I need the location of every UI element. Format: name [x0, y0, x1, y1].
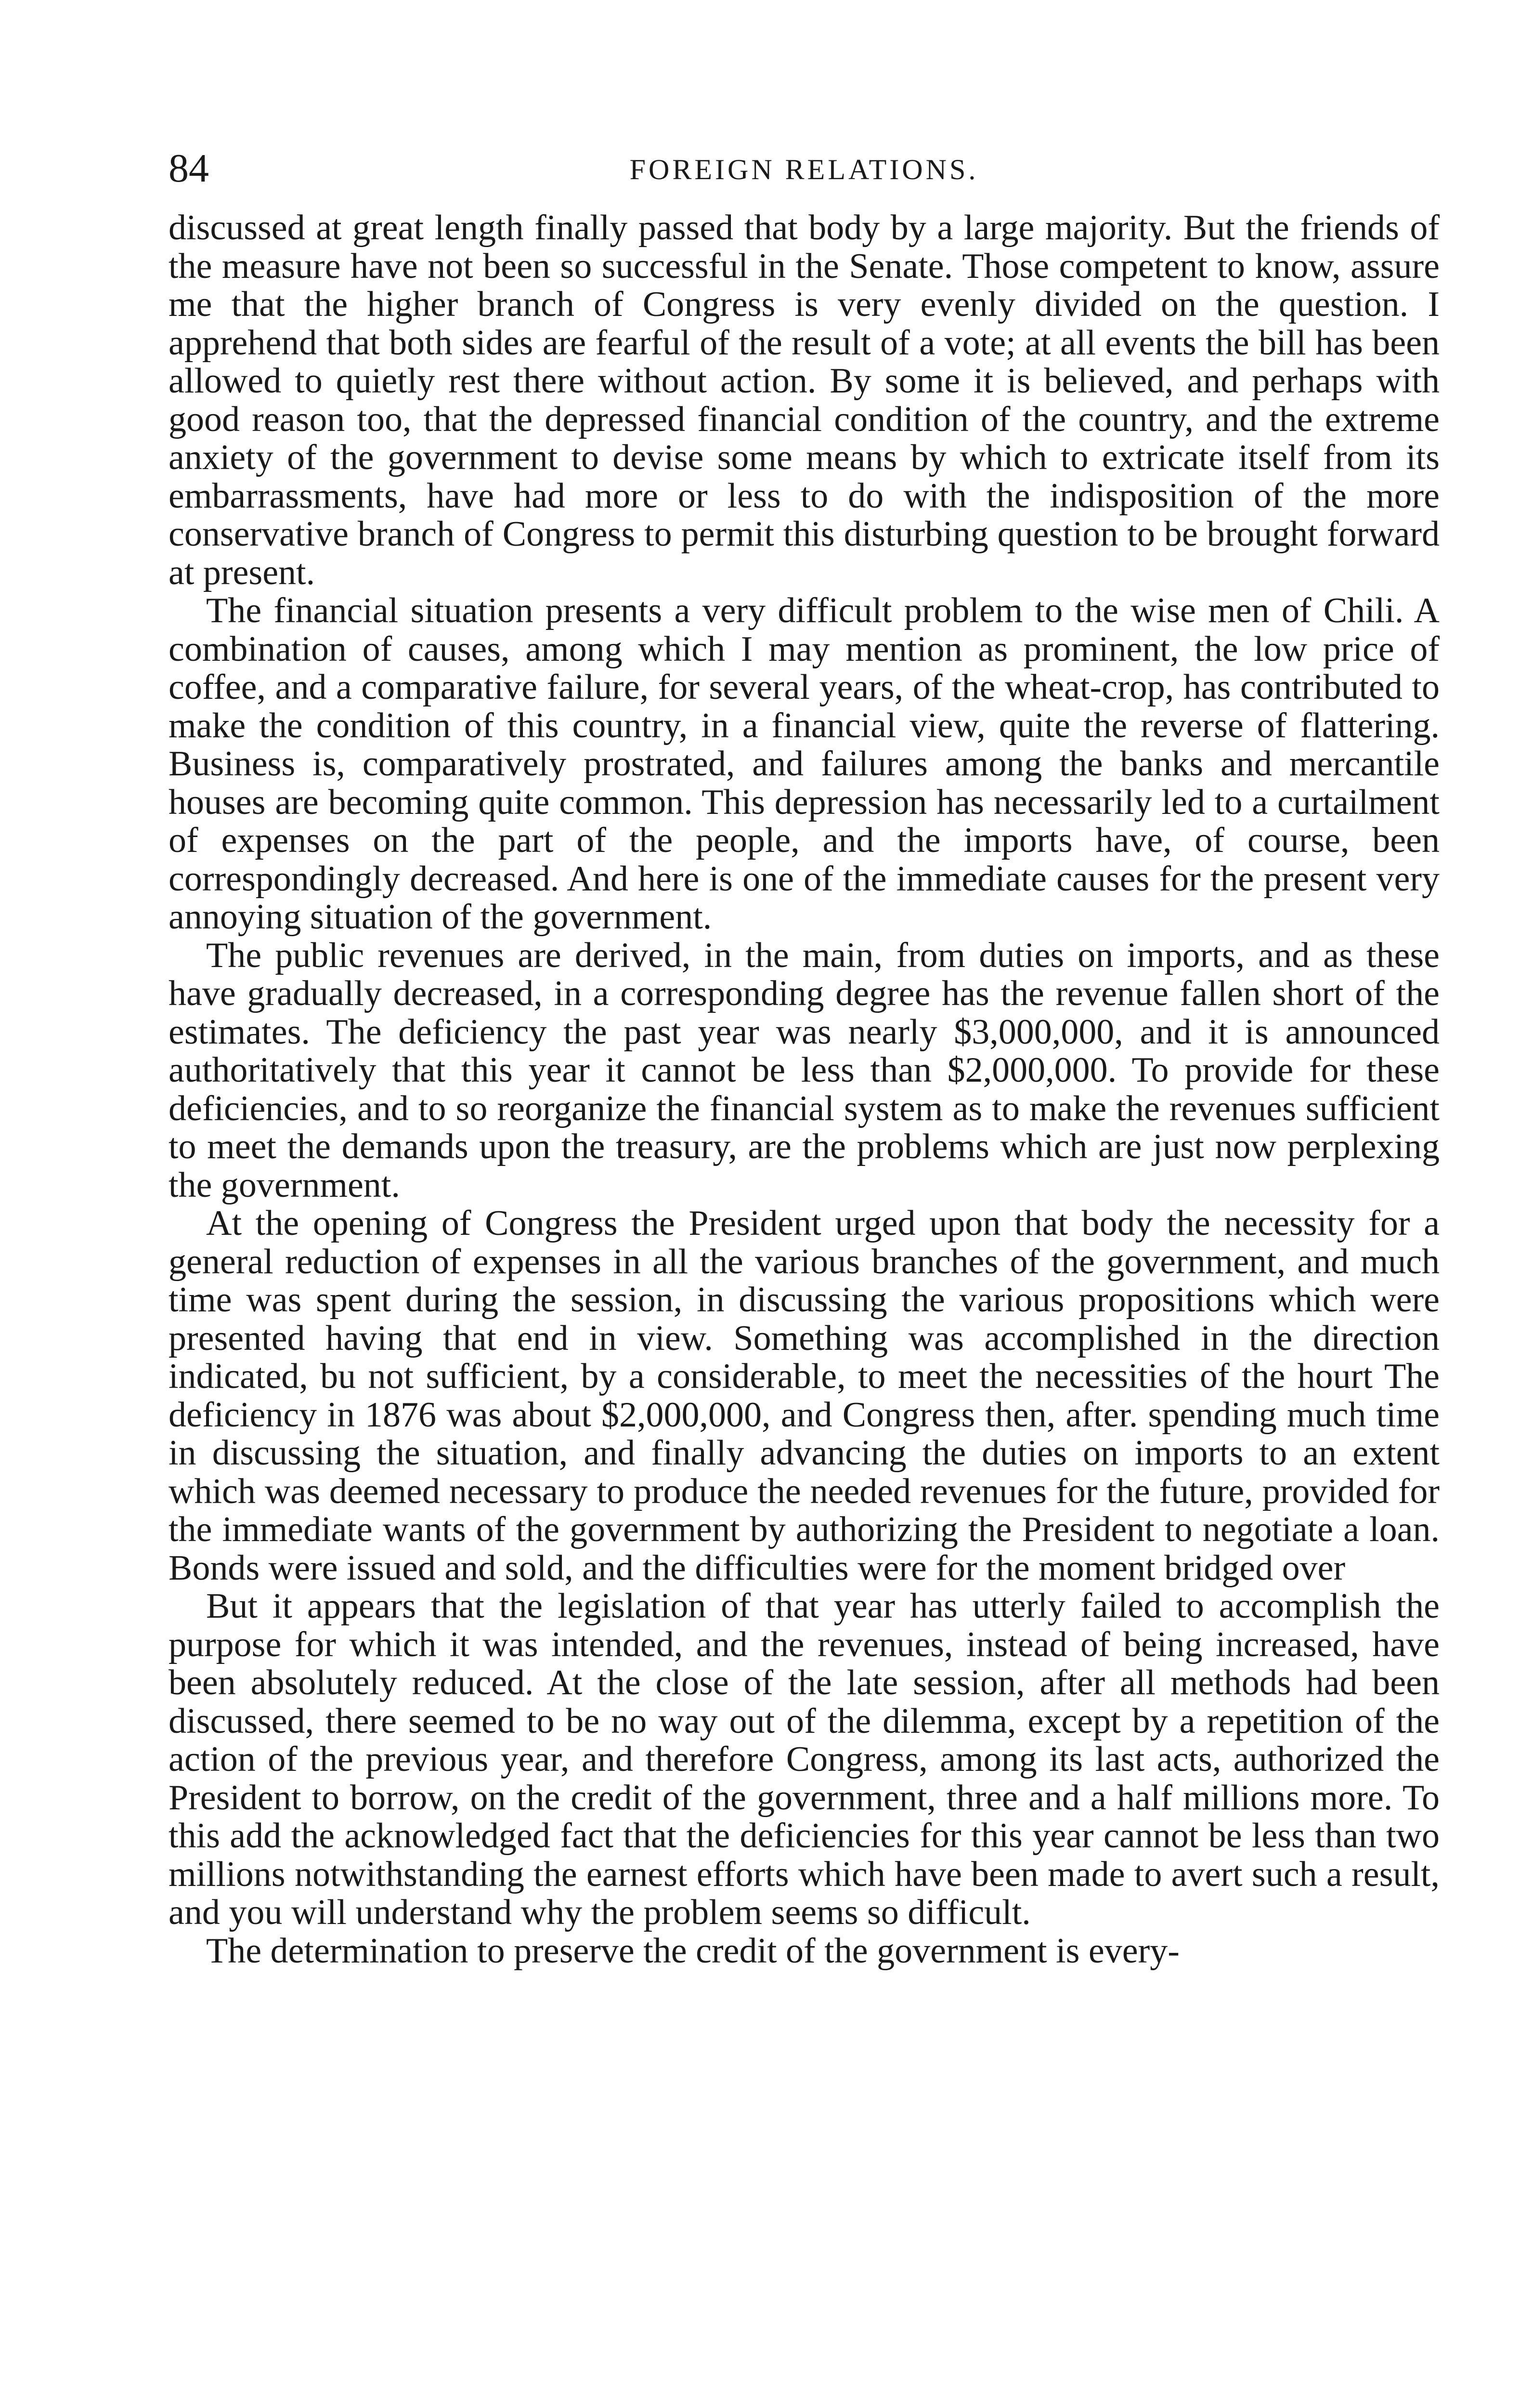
- paragraph: The financial situation presents a very difficult problem to the wise men of Chili. A combination of causes, among which I may mention as prominent, the low price of coffee, and a comparative failure, for several years, of the wheat-crop, has contributed to make the condition of this country, in a financial view, quite the reverse of flattering. Business is, comparatively prostrated, and failures among the banks and mercantile houses are becoming quite common. This depression has necessarily led to a curtailment of expenses on the part of the people, and the imports have, of course, been correspondingly decreased. And here is one of the immediate causes for the present very annoying situation of the government.: [169, 591, 1440, 937]
- page-number: 84: [169, 146, 209, 191]
- paragraph: At the opening of Congress the President urged upon that body the necessity for a general reduction of expenses in all the various branches of the government, and much time was spent during the session, in discussing the various propositions which were presented having that end in view. Something was accomplished in the direction indicated, bu not sufficient, by a considerable, to meet the necessities of the hourt The deficiency in 1876 was about $2,000,000, and Congress then, after. spending much time in discussing the situation, and finally advancing the duties on imports to an extent which was deemed necessary to produce the needed revenues for the future, provided for the immediate wants of the government by authorizing the President to negotiate a loan. Bonds were issued and sold, and the difficulties were for the moment bridged over: [169, 1204, 1440, 1588]
- running-title: FOREIGN RELATIONS.: [629, 154, 979, 185]
- paragraph-continuation: discussed at great length finally passed that body by a large majority. But the friends of the measure have not been so successful in the Senate. Those competent to know, assure me that the higher branch of Congress is very evenly divided on the question. I apprehend that both sides are fearful of the result of a vote; at all events the bill has been allowed to quietly rest there without action. By some it is believed, and perhaps with good reason too, that the depressed financial condition of the country, and the extreme anxiety of the government to devise some means by which to extricate itself from its embarrassments, have had more or less to do with the indisposition of the more conservative branch of Congress to permit this disturbing question to be brought forward at present.: [169, 208, 1440, 592]
- body-text: [169, 209, 1440, 1970]
- paragraph: The determination to preserve the credit of the government is every-: [206, 1931, 1180, 1971]
- running-head: [169, 144, 1440, 202]
- document-page: [169, 144, 1440, 1970]
- paragraph: But it appears that the legislation of that year has utterly failed to accomplish the purpose for which it was intended, and the revenues, instead of being increased, have been absolutely reduced. At the close of the late session, after all methods had been discussed, there seemed to be no way out of the dilemma, except by a repetition of the action of the previous year, and therefore Congress, among its last acts, authorized the President to borrow, on the credit of the government, three and a half millions more. To this add the acknowledged fact that the deficiencies for this year cannot be less than two millions notwithstanding the earnest efforts which have been made to avert such a result, and you will understand why the problem seems so difficult.: [169, 1586, 1440, 1932]
- paragraph: The public revenues are derived, in the main, from duties on imports, and as these have gradually decreased, in a corresponding degree has the revenue fallen short of the estimates. The deficiency the past year was nearly $3,000,000, and it is announced authoritatively that this year it cannot be less than $2,000,000. To provide for these deficiencies, and to so reorganize the financial system as to make the revenues sufficient to meet the demands upon the treasury, are the problems which are just now perplexing the government.: [169, 935, 1440, 1205]
